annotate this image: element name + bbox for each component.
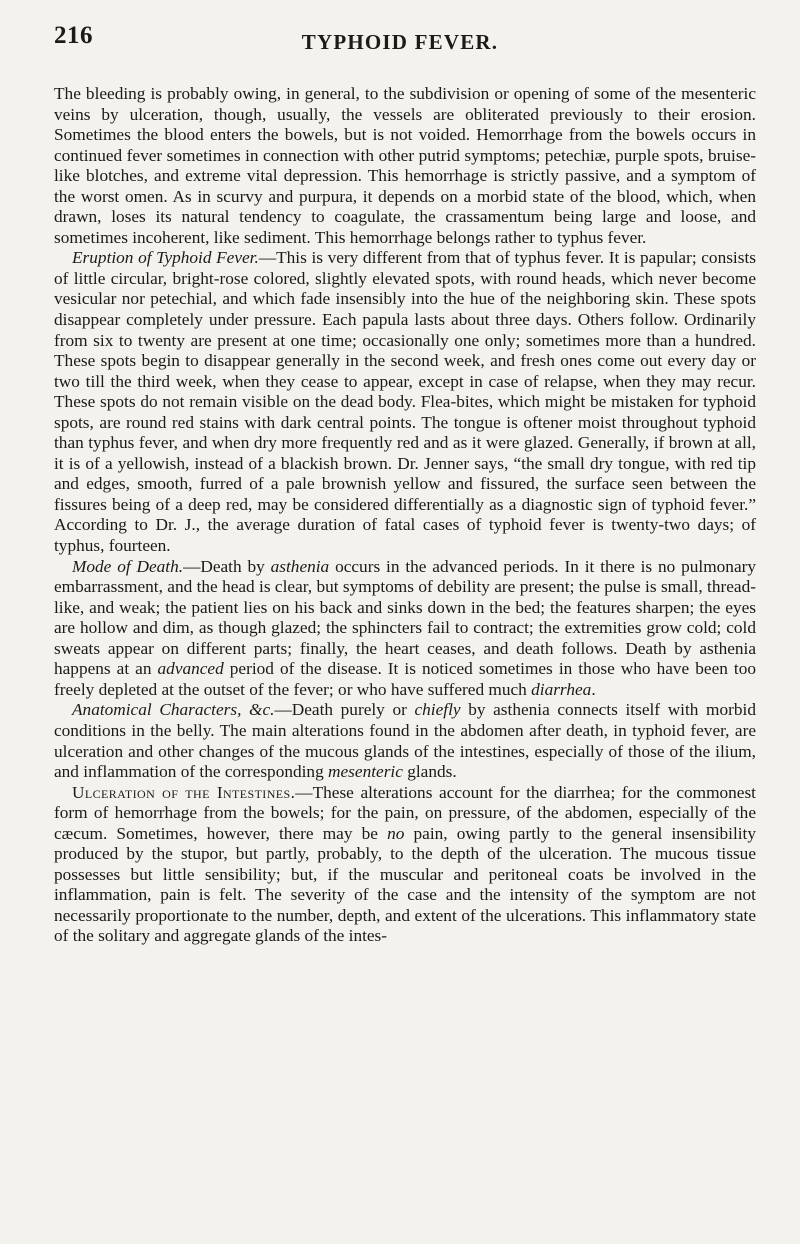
section-lead-eruption: Eruption of Typhoid Fever. xyxy=(72,248,259,268)
body-text xyxy=(54,84,756,947)
paragraph-text: by asthenia connects itself with morbid conditions in the belly. The main alterations found in the abdomen after death, in typhoid fever, are ulceration and other changes of the mucous glands of the intestines, especially of those of the ilium, and inflammation of the corresponding xyxy=(54,700,756,782)
section-lead-anatomical: Anatomical Characters, &c. xyxy=(72,700,275,720)
paragraph-text: pain, owing partly to the general insensibility produced by the stupor, but partly, probably, to the depth of the ulceration. The mucous tissue possesses but little sensibility; but, if the muscular and peritoneal coats be involved in the inflammation, pain is felt. The severity of the case and the intensity of the symptom are not necessarily proportionate to the number, depth, and extent of the ulcerations. This inflammatory state of the solitary and aggregate glands of the intes- xyxy=(54,823,756,946)
emphasis-term: asthenia xyxy=(270,556,330,576)
paragraph-mode-of-death xyxy=(54,557,756,701)
paragraph-text: occurs in the advanced periods. In it there is no pulmonary embarrassment, and the head is clear, but symptoms of debility are present; the pulse is small, thread-like, and weak; the patient lies on his back and sinks down in the bed; the features sharpen; the eyes are hollow and dim, as though glazed; the sphincters fail to contract; the extremities grow cold; cold sweats appear on different parts; finally, the heart ceases, and death follows. Death by asthenia happens at an xyxy=(54,556,757,679)
emphasis-term: mesenteric xyxy=(328,762,403,782)
paragraph-text: —Death by xyxy=(183,556,271,576)
paragraph-bleeding xyxy=(54,84,756,248)
paragraph-anatomical-characters xyxy=(54,700,756,782)
paragraph-text: —This is very different from that of typhus fever. It is papular; consists of little circular, bright-rose colored, slightly elevated spots, with round heads, which never become vesicular nor petechial, and which fade insensibly into the hue of the neighboring skin. These spots disappear completely under pressure. Each papula lasts about three days. Others follow. Ordinarily from six to twenty are present at one time; occasionally one only; sometimes more than a hundred. These spots begin to disappear generally in the second week, and fresh ones come out every day or two till the third week, when they cease to appear, except in case of relapse, when they may recur. These spots do not remain visible on the dead body. Flea-bites, which might be mistaken for typhoid spots, are round red stains with dark central points. The tongue is oftener moist throughout typhoid than typhus fever, and when dry more frequently red and as it were glazed. Generally, if brown at all, it is of a yellowish, instead of a blackish brown. Dr. Jenner says, “the small dry tongue, with red tip and edges, smooth, furred of a pale brownish yellow and fissured, the surface seen between the fissures being of a deep red, may be considered differentially as a diagnostic sign of typhoid fever.” According to Dr. J., the average duration of fatal cases of typhoid fever is twenty-two days; of typhus, fourteen. xyxy=(54,248,756,556)
emphasis-term: advanced xyxy=(157,659,224,679)
paragraph-text: The bleeding is probably owing, in general, to the subdivision or opening of some of the mesenteric veins by ulceration, though, usually, the vessels are obliterated previously to their erosion. Sometimes the blood enters the bowels, but is not voided. Hemorrhage from the bowels occurs in continued fever sometimes in connection with other putrid symptoms; petechiæ, purple spots, bruise-like blotches, and extreme vital depression. This hemorrhage is strictly passive, and a symptom of the worst omen. As in scurvy and purpura, it depends on a morbid state of the blood, which, when drawn, loses its natural tendency to coagulate, the crassamentum being large and loose, and sometimes incoherent, like sediment. This hemorrhage belongs rather to typhus fever. xyxy=(54,84,756,247)
paragraph-eruption xyxy=(54,248,756,556)
emphasis-term: no xyxy=(387,823,405,843)
emphasis-term: chiefly xyxy=(414,700,461,720)
paragraph-text: period of the disease. It is noticed sometimes in those who have been too freely depleted at the outset of the fever; or who have suffered much xyxy=(54,659,756,699)
paragraph-text: —Death purely or xyxy=(274,700,415,720)
section-lead-mode-of-death: Mode of Death. xyxy=(72,556,184,576)
paragraph-text: —These alterations account for the diarrhea; for the commonest form of hemorrhage from the bowels; for the pain, on pressure, of the abdomen, especially of the cæcum. Sometimes, however, there may be xyxy=(54,782,756,843)
paragraph-text: . xyxy=(591,679,596,699)
paragraph-ulceration xyxy=(54,783,756,947)
emphasis-term: diarrhea xyxy=(531,679,592,699)
page-number: 216 xyxy=(54,22,93,49)
section-lead-ulceration: Ulceration of the Intestines. xyxy=(72,782,296,802)
paragraph-text: glands. xyxy=(402,762,457,782)
running-title: TYPHOID FEVER. xyxy=(301,30,499,54)
